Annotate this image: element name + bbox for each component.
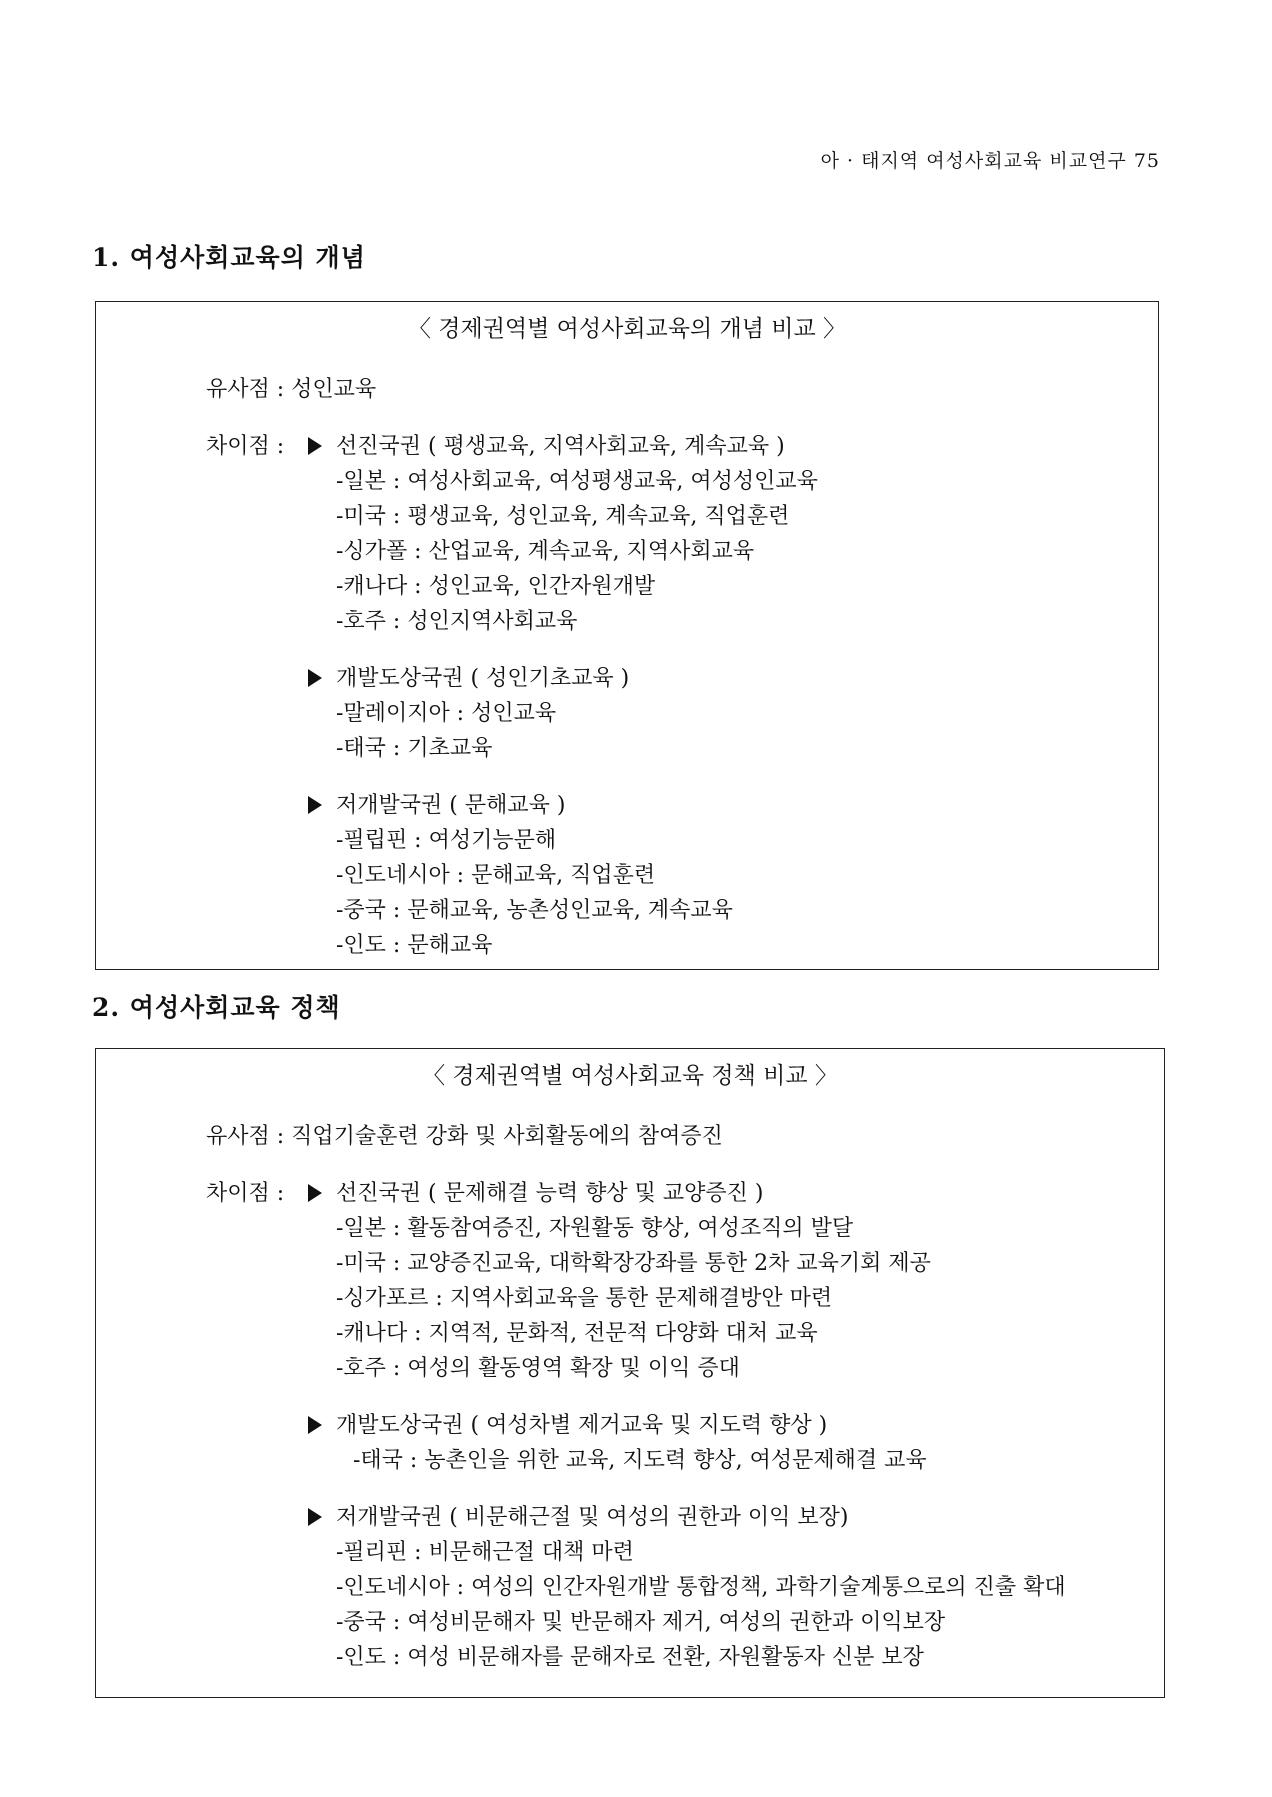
list-item: -인도네시아 : 문해교육, 직업훈련 [336, 863, 656, 888]
concept-comparison-box [95, 301, 1159, 970]
group-title: 선진국권 ( 평생교육, 지역사회교육, 계속교육 ) [336, 434, 785, 459]
list-item: -싱가포르 : 지역사회교육을 통한 문제해결방안 마련 [336, 1286, 833, 1311]
list-item: -인도네시아 : 여성의 인간자원개발 통합정책, 과학기술계통으로의 진출 확대 [336, 1575, 1066, 1600]
triangle-bullet-icon [308, 437, 322, 455]
triangle-bullet-icon [308, 669, 322, 687]
group-developed [308, 429, 1158, 639]
similarity-line: 유사점 : 성인교육 [206, 377, 377, 402]
list-item: -중국 : 문해교육, 농촌성인교육, 계속교육 [336, 898, 733, 923]
group-developing [308, 1408, 1164, 1478]
triangle-bullet-icon [308, 1508, 322, 1526]
list-item: -싱가폴 : 산업교육, 계속교육, 지역사회교육 [336, 539, 755, 564]
group-title: 개발도상국권 ( 성인기초교육 ) [336, 666, 630, 691]
section-heading-policy: 2. 여성사회교육 정책 [92, 993, 341, 1022]
difference-label: 차이점 : [206, 434, 285, 459]
list-item: -말레이지아 : 성인교육 [336, 701, 557, 726]
group-underdeveloped [308, 788, 1158, 963]
list-item: -미국 : 교양증진교육, 대학확장강좌를 통한 2차 교육기회 제공 [336, 1251, 931, 1276]
difference-block [96, 429, 1158, 963]
list-item: -캐나다 : 성인교육, 인간자원개발 [336, 574, 656, 599]
list-item: -태국 : 기초교육 [336, 736, 493, 761]
box-title: 〈 경제권역별 여성사회교육 정책 비교 〉 [422, 1063, 838, 1089]
section-heading-concept: 1. 여성사회교육의 개념 [92, 243, 366, 272]
triangle-bullet-icon [308, 1184, 322, 1202]
triangle-bullet-icon [308, 796, 322, 814]
difference-block [96, 1176, 1164, 1675]
group-title: 개발도상국권 ( 여성차별 제거교육 및 지도력 향상 ) [336, 1413, 828, 1438]
policy-comparison-box [95, 1048, 1165, 1698]
list-item: -인도 : 문해교육 [336, 933, 493, 958]
difference-label: 차이점 : [206, 1181, 285, 1206]
running-header: 아 · 태지역 여성사회교육 비교연구 75 [820, 150, 1160, 172]
group-title: 선진국권 ( 문제해결 능력 향상 및 교양증진 ) [336, 1181, 764, 1206]
box-title: 〈 경제권역별 여성사회교육의 개념 비교 〉 [407, 316, 847, 342]
list-item: -필리핀 : 비문해근절 대책 마련 [336, 1540, 634, 1565]
list-item: -일본 : 여성사회교육, 여성평생교육, 여성성인교육 [336, 469, 818, 494]
list-item: -미국 : 평생교육, 성인교육, 계속교육, 직업훈련 [336, 504, 790, 529]
list-item: -태국 : 농촌인을 위한 교육, 지도력 향상, 여성문제해결 교육 [353, 1448, 927, 1473]
list-item: -일본 : 활동참여증진, 자원활동 향상, 여성조직의 발달 [336, 1216, 854, 1241]
group-underdeveloped [308, 1500, 1164, 1675]
similarity-line: 유사점 : 직업기술훈련 강화 및 사회활동에의 참여증진 [206, 1124, 723, 1149]
group-title: 저개발국권 ( 비문해근절 및 여성의 권한과 이익 보장) [336, 1505, 849, 1530]
list-item: -호주 : 여성의 활동영역 확장 및 이익 증대 [336, 1356, 740, 1381]
group-developed [308, 1176, 1164, 1386]
list-item: -호주 : 성인지역사회교육 [336, 609, 578, 634]
list-item: -중국 : 여성비문해자 및 반문해자 제거, 여성의 권한과 이익보장 [336, 1610, 946, 1635]
triangle-bullet-icon [308, 1416, 322, 1434]
group-title: 저개발국권 ( 문해교육 ) [336, 793, 566, 818]
list-item: -캐나다 : 지역적, 문화적, 전문적 다양화 대처 교육 [336, 1321, 818, 1346]
list-item: -필립핀 : 여성기능문해 [336, 828, 557, 853]
list-item: -인도 : 여성 비문해자를 문해자로 전환, 자원활동자 신분 보장 [336, 1645, 924, 1670]
group-developing [308, 661, 1158, 766]
